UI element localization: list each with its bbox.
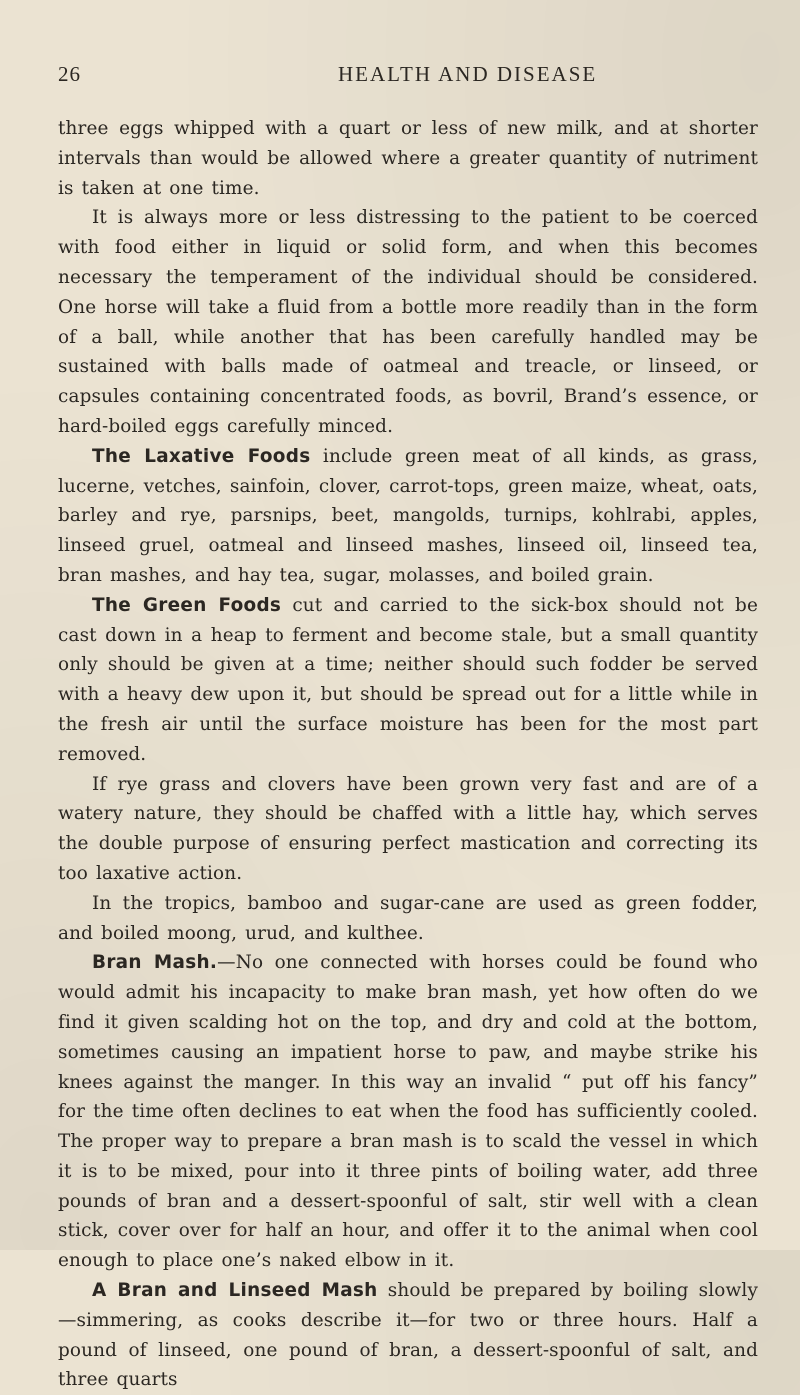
paragraph: [58, 948, 758, 1276]
paragraph-heading: Bran Mash.: [92, 952, 218, 974]
paragraph-heading: A Bran and Linseed Mash: [92, 1280, 378, 1302]
paragraph: [58, 1276, 758, 1395]
paragraph-text: —No one connected with horses could be found who would admit his incapacity to make bran mash, yet how often do we find it given scalding hot on the top, and dry and cold at the bottom, sometimes causing an impatient horse to paw, and maybe strike his knees against the manger. In this way an invalid “ put off his fancy” for the time often declines to eat when the food has sufficiently cooled. The proper way to prepare a bran mash is to scald the vessel in which it is to be mixed, pour into it three pints of boiling water, add three pounds of bran and a dessert-spoonful of salt, stir well with a clean stick, cover over for half an hour, and offer it to the animal when cool enough to place one’s naked elbow in it.: [58, 952, 758, 1272]
paragraph-text: It is always more or less distressing to the patient to be coerced with food either in liquid or solid form, and when this becomes necessary the temperament of the individual should be considered. One horse will take a fluid from a bottle more readily than in the form of a ball, while another that has been carefully handled may be sustained with balls made of oatmeal and treacle, or linseed, or capsules containing concentrated foods, as bovril, Brand’s essence, or hard-boiled eggs carefully minced.: [58, 207, 758, 437]
body-text: [58, 114, 758, 1395]
running-title: HEALTH AND DISEASE: [338, 62, 598, 86]
paragraph: [58, 203, 758, 441]
paragraph-text: In the tropics, bamboo and sugar-cane are used as green fodder, and boiled moong, urud, and kulthee.: [58, 892, 758, 944]
paragraph: [58, 889, 758, 949]
paragraph-heading: The Green Foods: [92, 594, 282, 616]
paragraph: [58, 114, 758, 203]
paragraph-text: three eggs whipped with a quart or less of new milk, and at shorter intervals than would be allowed where a greater quantity of nutriment is taken at one time.: [58, 118, 758, 199]
paragraph-heading: The Laxative Foods: [92, 445, 311, 467]
page-header: [58, 62, 758, 92]
paragraph: [58, 770, 758, 889]
paragraph: [58, 591, 758, 770]
paragraph-text: include green meat of all kinds, as grass, lucerne, vetches, sainfoin, clover, carrot-tops, green maize, wheat, oats, barley and rye, parsnips, beet, mangolds, turnips, kohlrabi, apples, linseed gruel, oatmeal and linseed mashes, linseed oil, linseed tea, bran mashes, and hay tea, sugar, molasses, and boiled grain.: [58, 445, 758, 586]
paragraph-text: If rye grass and clovers have been grown very fast and are of a watery nature, they should be chaffed with a little hay, which serves the double purpose of ensuring perfect mastication and correcting its too laxative action.: [58, 773, 758, 884]
paragraph-text: cut and carried to the sick-box should not be cast down in a heap to ferment and become stale, but a small quantity only should be given at a time; neither should such fodder be served with a heavy dew upon it, but should be spread out for a little while in the fresh air until the surface moisture has been for the most part removed.: [58, 594, 758, 765]
page-number: 26: [58, 62, 81, 86]
paragraph-text: should be prepared by boiling slowly —simmering, as cooks describe it—for two or three hours. Half a pound of linseed, one pound of bran, a dessert-spoonful of salt, and three quarts: [58, 1280, 758, 1391]
paragraph: [58, 442, 758, 591]
